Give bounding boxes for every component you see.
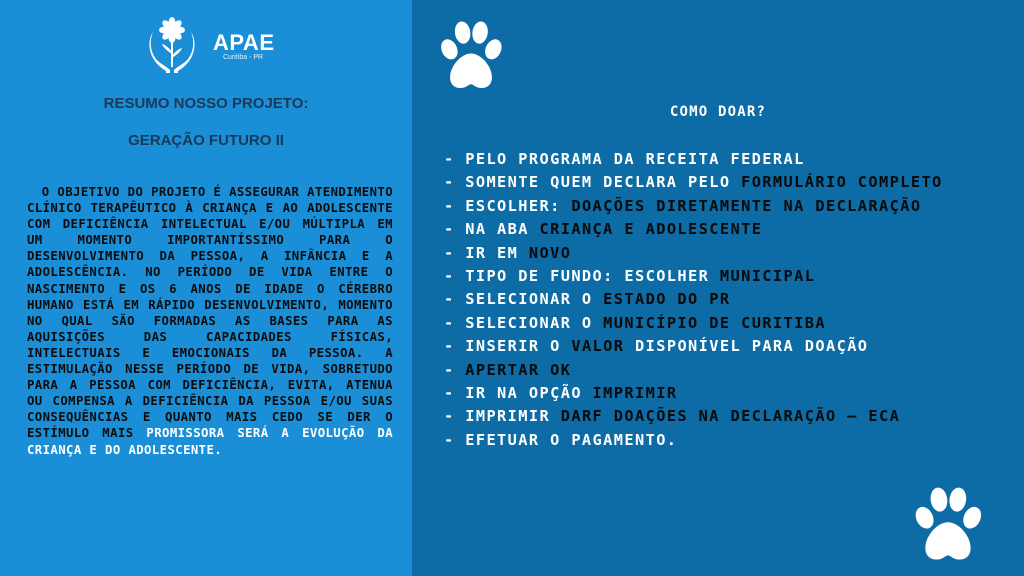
step-item: - IR NA OPÇÃO IMPRIMIR — [444, 384, 678, 403]
step-item: - SOMENTE QUEM DECLARA PELO FORMULÁRIO COMPLETO — [444, 173, 943, 192]
step-item: - IR EM NOVO — [444, 243, 572, 262]
description-text: O OBJETIVO DO PROJETO É ASSEGURAR ATENDIMENTO CLÍNICO TERAPÊUTICO À CRIANÇA E AO ADOLESCENTE COM DEFICIÊNCIA INTELECTUAL E/OU MÚLTIPLA EM UM MOMENTO IMPORTANTÍSSIMO PARA O DESENVOLVIMENTO DA PESSOA, A INFÂNCIA E A ADOLESCÊNCIA. NO PERÍODO DE VIDA ENTRE O NASCIMENTO E OS 6 ANOS DE IDADE O CÉREBRO HUMANO ESTÁ EM RÁPIDO DESENVOLVIMENTO, MOMENTO NO QUAL SÃO FORMADAS AS BASES PARA AS AQUISIÇÕES DAS CAPACIDADES FÍSICAS, INTELECTUAIS E EMOCIONAIS DA PESSOA. A ESTIMULAÇÃO NESSE PERÍODO DE VIDA, SOBRETUDO PARA A PESSOA COM DEFICIÊNCIA, EVITA, ATENUA OU COMPENSA A DEFICIÊNCIA DA PESSOA E/OU SUAS CONSEQUÊNCIAS E QUANTO MAIS CEDO SE DER O ESTÍMULO MAIS — [27, 185, 393, 441]
step-item: - SELECIONAR O MUNICÍPIO DE CURITIBA — [444, 313, 826, 332]
step-item: - TIPO DE FUNDO: ESCOLHER MUNICIPAL — [444, 267, 816, 286]
project-name: GERAÇÃO FUTURO II — [128, 132, 284, 149]
flower-hands-icon — [147, 14, 197, 74]
paw-icon — [436, 20, 506, 94]
step-item: - INSERIR O VALOR DISPONÍVEL PARA DOAÇÃO — [444, 337, 869, 356]
project-description — [27, 184, 393, 458]
description-text-highlight: PROMISSORA SERÁ A EVOLUÇÃO DA CRIANÇA E DO ADOLESCENTE. — [27, 426, 393, 457]
step-item: - NA ABA CRIANÇA E ADOLESCENTE — [444, 220, 763, 239]
donation-steps — [444, 148, 964, 452]
step-item: - SELECIONAR O ESTADO DO PR — [444, 290, 731, 309]
step-item: - ESCOLHER: DOAÇÕES DIRETAMENTE NA DECLARAÇÃO — [444, 196, 922, 215]
step-item: - APERTAR OK — [444, 360, 572, 379]
apae-logo — [147, 14, 277, 74]
summary-title: RESUMO NOSSO PROJETO: — [103, 95, 309, 112]
step-item: - IMPRIMIR DARF DOAÇÕES NA DECLARAÇÃO – ECA — [444, 407, 901, 426]
logo-subtitle: Curitiba - PR — [223, 54, 264, 61]
logo-name: APAE — [213, 30, 275, 55]
paw-icon — [910, 486, 986, 566]
step-item: - PELO PROGRAMA DA RECEITA FEDERAL — [444, 150, 805, 168]
step-item: - EFETUAR O PAGAMENTO. — [444, 430, 678, 449]
how-to-donate-heading: COMO DOAR? — [669, 104, 767, 120]
